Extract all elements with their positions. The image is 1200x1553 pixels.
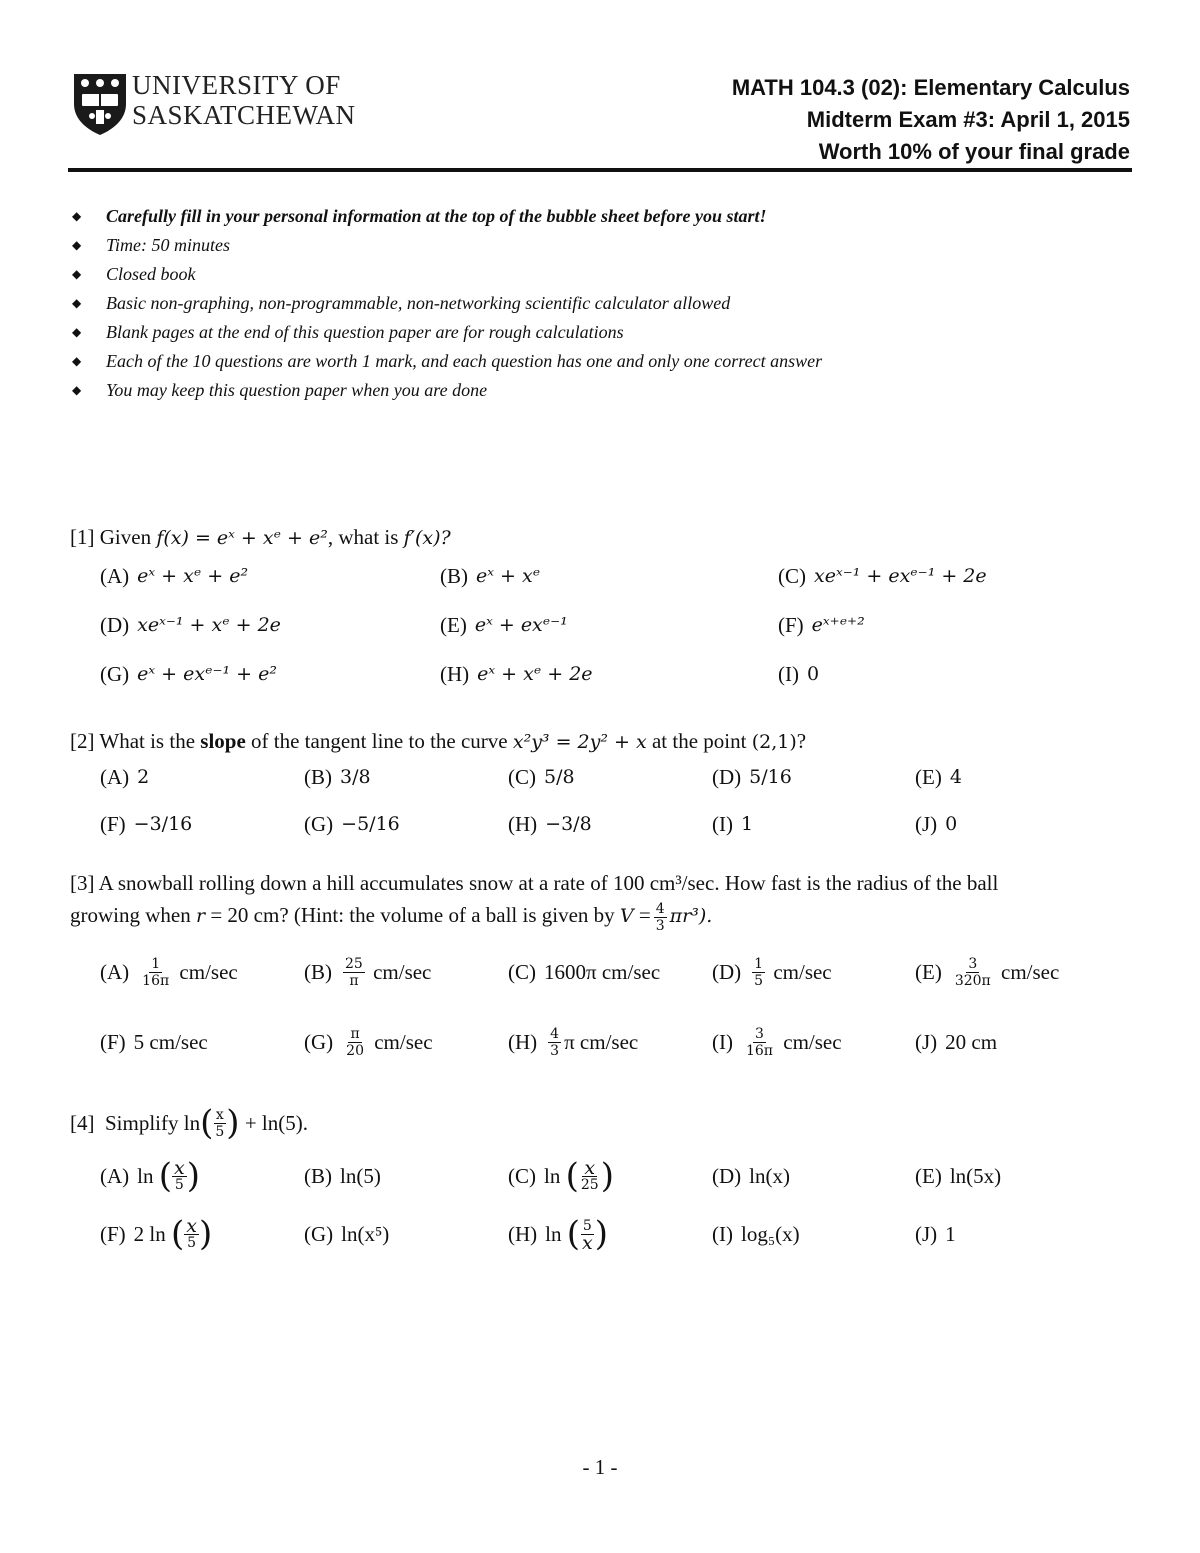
option-3j[interactable]: (J) 20 cm [915,1029,998,1054]
exam-header [732,72,1130,168]
question-2 [70,726,806,757]
instruction-item: ◆ Time: 50 minutes [72,231,822,260]
bullet-icon: ◆ [72,238,82,252]
crest-icon [70,70,130,136]
question-3-line2: growing when r = 20 cm? (Hint: the volume of a ball is given by V = $\frac{4}{3}$ πr³). [70,900,713,934]
option-4g[interactable]: (G) ln(x⁵) [304,1221,390,1246]
option-2e[interactable]: (E) 4 [915,764,962,789]
instructions-list [72,202,822,405]
option-1g[interactable]: (G) eˣ + exᵉ⁻¹ + e² [100,661,277,686]
header-divider [68,168,1132,172]
instruction-item: ◆ Each of the 10 questions are worth 1 mark, and each question has one and only one correct answer [72,347,822,376]
question-4-text: [4] Simplify ln ( $\frac{x}{5}$ ) + ln(5). [70,1103,308,1143]
option-2d[interactable]: (D) 5/16 [712,764,792,789]
instruction-item: ◆ You may keep this question paper when you are done [72,376,822,405]
university-line2: SASKATCHEWAN [132,100,356,130]
bullet-icon: ◆ [72,354,82,368]
option-1d[interactable]: (D) xeˣ⁻¹ + xᵉ + 2e [100,612,281,637]
option-1b[interactable]: (B) eˣ + xᵉ [440,563,541,588]
option-1i[interactable]: (I) 0 [778,661,820,686]
exam-weight: Worth 10% of your final grade [818,139,1130,164]
university-name [132,70,356,130]
exam-title: Midterm Exam #3: April 1, 2015 [806,107,1130,132]
option-4d[interactable]: (D) ln(x) [712,1163,790,1188]
question-3-line1: [3] A snowball rolling down a hill accumulates snow at a rate of 100 cm³/sec. How fast is the radius of the ball [70,871,999,895]
option-2i[interactable]: (I) 1 [712,811,754,836]
option-1c[interactable]: (C) xeˣ⁻¹ + exᵉ⁻¹ + 2e [778,563,987,588]
question-1-text: [1] Given f(x) = eˣ + xᵉ + e², what is f′(x)? [70,525,451,549]
question-3 [70,868,998,934]
option-2c[interactable]: (C) 5/8 [508,764,575,789]
question-2-text: [2] What is the slope of the tangent line to the curve x²y³ = 2y² + x at the point (2,1)? [70,729,807,753]
option-4b[interactable]: (B) ln(5) [304,1163,381,1188]
instruction-item: ◆ Basic non-graphing, non-programmable, non-networking scientific calculator allowed [72,289,822,318]
option-3h[interactable]: (H) $\frac{4}{3}$ π cm/sec [508,1025,639,1059]
option-3f[interactable]: (F) 5 cm/sec [100,1029,208,1054]
option-3e[interactable]: (E) $\frac{3}{320\pi}$ cm/sec [915,955,1060,989]
option-1f[interactable]: (F) eˣ⁺ᵉ⁺² [778,612,865,637]
question-4 [70,1103,308,1143]
instruction-item: ◆ Closed book [72,260,822,289]
volume-fraction: $\frac{4}{3}$ [655,900,665,934]
option-4i[interactable]: (I) log₅(x) [712,1221,800,1246]
option-4h[interactable]: (H) ln ( $\frac{5}{x}$ ) [508,1214,608,1254]
option-4f[interactable]: (F) 2 ln ( $\frac{x}{5}$ ) [100,1214,213,1254]
option-3b[interactable]: (B) $\frac{25}{\pi}$ cm/sec [304,955,432,989]
university-line1: UNIVERSITY OF [132,70,341,100]
question-1 [70,522,451,553]
bullet-icon: ◆ [72,325,82,339]
option-4a[interactable]: (A) ln ( $\frac{x}{5}$ ) [100,1156,200,1196]
bullet-icon: ◆ [72,209,82,223]
option-2g[interactable]: (G) −5/16 [304,811,400,836]
option-1a[interactable]: (A) eˣ + xᵉ + e² [100,563,249,588]
option-3a[interactable]: (A) $\frac{1}{16\pi}$ cm/sec [100,955,238,989]
option-4j[interactable]: (J) 1 [915,1221,956,1246]
option-1h[interactable]: (H) eˣ + xᵉ + 2e [440,661,593,686]
option-1e[interactable]: (E) eˣ + exᵉ⁻¹ [440,612,568,637]
instruction-item: ◆ Carefully fill in your personal information at the top of the bubble sheet before you start! [72,202,822,231]
option-2j[interactable]: (J) 0 [915,811,958,836]
option-4e[interactable]: (E) ln(5x) [915,1163,1002,1188]
instruction-item: ◆ Blank pages at the end of this question paper are for rough calculations [72,318,822,347]
university-logo [70,70,370,140]
bullet-icon: ◆ [72,296,82,310]
course-title: MATH 104.3 (02): Elementary Calculus [731,75,1130,100]
bullet-icon: ◆ [72,383,82,397]
option-2h[interactable]: (H) −3/8 [508,811,592,836]
option-3g[interactable]: (G) $\frac{\pi}{20}$ cm/sec [304,1025,433,1059]
option-2b[interactable]: (B) 3/8 [304,764,371,789]
option-3d[interactable]: (D) $\frac{1}{5}$ cm/sec [712,955,832,989]
option-3i[interactable]: (I) $\frac{3}{16\pi}$ cm/sec [712,1025,842,1059]
option-2a[interactable]: (A) 2 [100,764,150,789]
option-4c[interactable]: (C) ln ( $\frac{x}{25}$ ) [508,1156,614,1196]
page-number: - 1 - [582,1455,618,1479]
option-3c[interactable]: (C) 1600π cm/sec [508,959,661,984]
bullet-icon: ◆ [72,267,82,281]
option-2f[interactable]: (F) −3/16 [100,811,193,836]
